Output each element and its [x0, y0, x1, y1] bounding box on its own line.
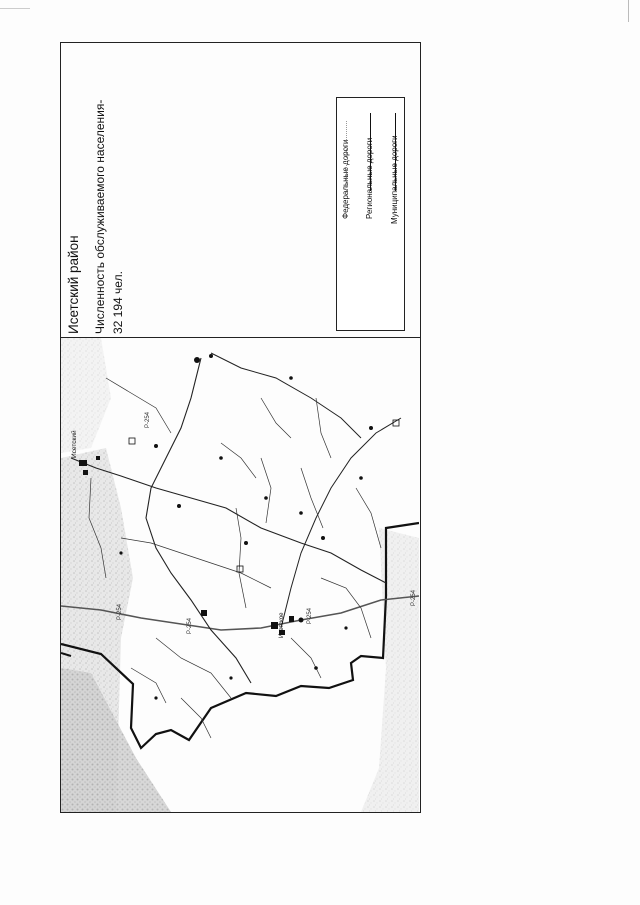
district-title: Исетский район	[66, 235, 81, 334]
outside-area-top	[61, 338, 111, 453]
legend-federal-line	[346, 121, 347, 191]
scan-edge-mark	[628, 0, 629, 22]
legend-municipal-label: Муниципальные дороги	[390, 135, 399, 224]
outside-area-right	[361, 528, 419, 812]
village-label: Исетское	[279, 612, 285, 638]
legend-regional-line	[370, 113, 371, 191]
legend-federal-label: Федеральные дороги	[341, 139, 350, 219]
road-label-r254-1: Р-254	[117, 603, 123, 620]
road-label-r254-2: Р-254	[187, 617, 193, 634]
scan-edge-mark-left	[0, 8, 30, 9]
road-label-other: Р-254	[145, 411, 151, 428]
population-value: 32 194 чел.	[111, 271, 125, 334]
regional-road-1	[146, 358, 251, 683]
legend-municipal-line	[395, 113, 396, 191]
regional-road-4	[211, 353, 361, 438]
road-label-r254-4: Р-254	[411, 589, 417, 606]
town-label: Исетский	[71, 430, 78, 458]
population-label: Численность обслуживаемого населения-	[93, 99, 107, 334]
road-label-r254-3: Р-254	[307, 607, 313, 624]
map-legend	[336, 97, 405, 331]
legend-regional-label: Региональные дороги	[365, 137, 374, 219]
district-map	[61, 338, 419, 812]
